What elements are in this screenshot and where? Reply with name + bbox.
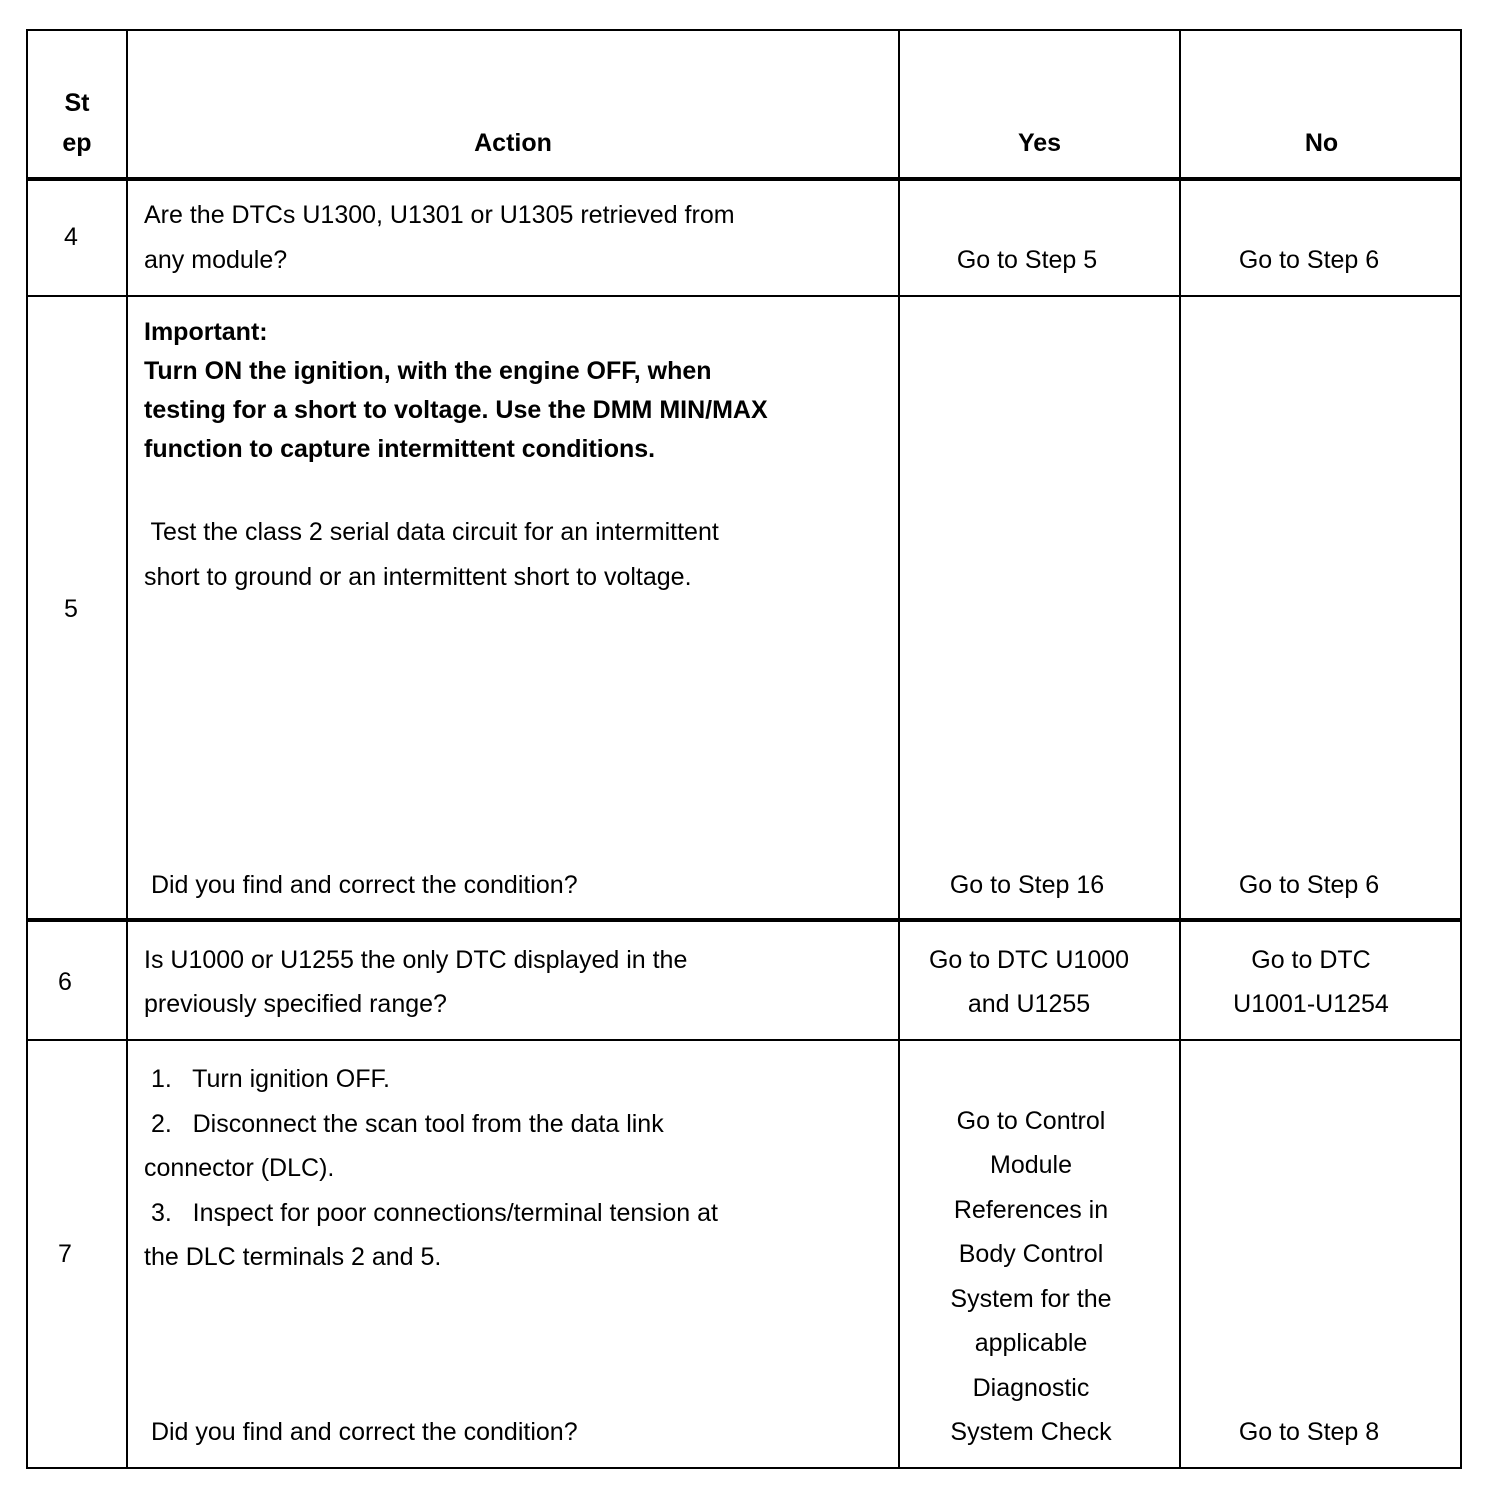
action-text: Is U1000 or U1255 the only DTC displayed in the xyxy=(144,946,688,974)
yes-link[interactable]: applicable xyxy=(974,1329,1088,1357)
action-text: previously specified range? xyxy=(144,990,447,1018)
column-divider-step xyxy=(126,31,128,1467)
yes-link[interactable]: Go to DTC U1000 xyxy=(928,946,1130,974)
important-text: testing for a short to voltage. Use the DMM MIN/MAX xyxy=(144,396,768,424)
header-no: No xyxy=(1304,129,1339,157)
list-item: 1. Turn ignition OFF. xyxy=(144,1065,390,1093)
action-text: any module? xyxy=(144,246,288,274)
yes-link[interactable]: System for the xyxy=(950,1285,1112,1313)
yes-link[interactable]: Module xyxy=(990,1151,1072,1179)
action-text: Test the class 2 serial data circuit for an intermittent xyxy=(144,518,719,546)
yes-link[interactable]: and U1255 xyxy=(967,990,1091,1018)
action-text: short to ground or an intermittent short to voltage. xyxy=(144,563,692,591)
question-text: Did you find and correct the condition? xyxy=(144,1418,578,1446)
no-link[interactable]: U1001-U1254 xyxy=(1233,990,1389,1018)
row-divider-6 xyxy=(28,1039,1460,1041)
step-number: 5 xyxy=(64,595,78,623)
important-text: function to capture intermittent conditions. xyxy=(144,435,656,463)
question-text: Did you find and correct the condition? xyxy=(144,871,578,899)
list-item: 2. Disconnect the scan tool from the data link xyxy=(144,1110,664,1138)
yes-link[interactable]: Diagnostic xyxy=(972,1374,1090,1402)
yes-link[interactable]: Go to Control xyxy=(956,1107,1106,1135)
diagnostic-table xyxy=(26,29,1462,1469)
action-text: Are the DTCs U1300, U1301 or U1305 retrieved from xyxy=(144,201,735,229)
step-number: 7 xyxy=(58,1240,72,1268)
list-item: the DLC terminals 2 and 5. xyxy=(144,1243,442,1271)
no-link[interactable]: Go to DTC xyxy=(1251,946,1371,974)
row-divider-4 xyxy=(28,295,1460,297)
header-action: Action xyxy=(474,129,552,157)
header-yes: Yes xyxy=(1017,129,1062,157)
header-step-line2: ep xyxy=(62,129,92,157)
list-item: 3. Inspect for poor connections/terminal tension at xyxy=(144,1199,718,1227)
step-number: 4 xyxy=(64,223,78,251)
yes-link[interactable]: System Check xyxy=(950,1418,1112,1446)
yes-link[interactable]: Body Control xyxy=(958,1240,1104,1268)
yes-link[interactable]: Go to Step 5 xyxy=(956,246,1098,274)
header-step-line1: St xyxy=(64,89,90,117)
yes-link[interactable]: Go to Step 16 xyxy=(949,871,1105,899)
no-link[interactable]: Go to Step 8 xyxy=(1238,1418,1380,1446)
list-item: connector (DLC). xyxy=(144,1154,335,1182)
no-link[interactable]: Go to Step 6 xyxy=(1238,246,1380,274)
important-text: Turn ON the ignition, with the engine OFF, when xyxy=(144,357,712,385)
step-number: 6 xyxy=(58,968,72,996)
no-link[interactable]: Go to Step 6 xyxy=(1238,871,1380,899)
yes-link[interactable]: References in xyxy=(953,1196,1109,1224)
header-divider xyxy=(28,177,1460,181)
row-divider-5 xyxy=(28,918,1460,922)
important-label: Important: xyxy=(144,318,268,346)
